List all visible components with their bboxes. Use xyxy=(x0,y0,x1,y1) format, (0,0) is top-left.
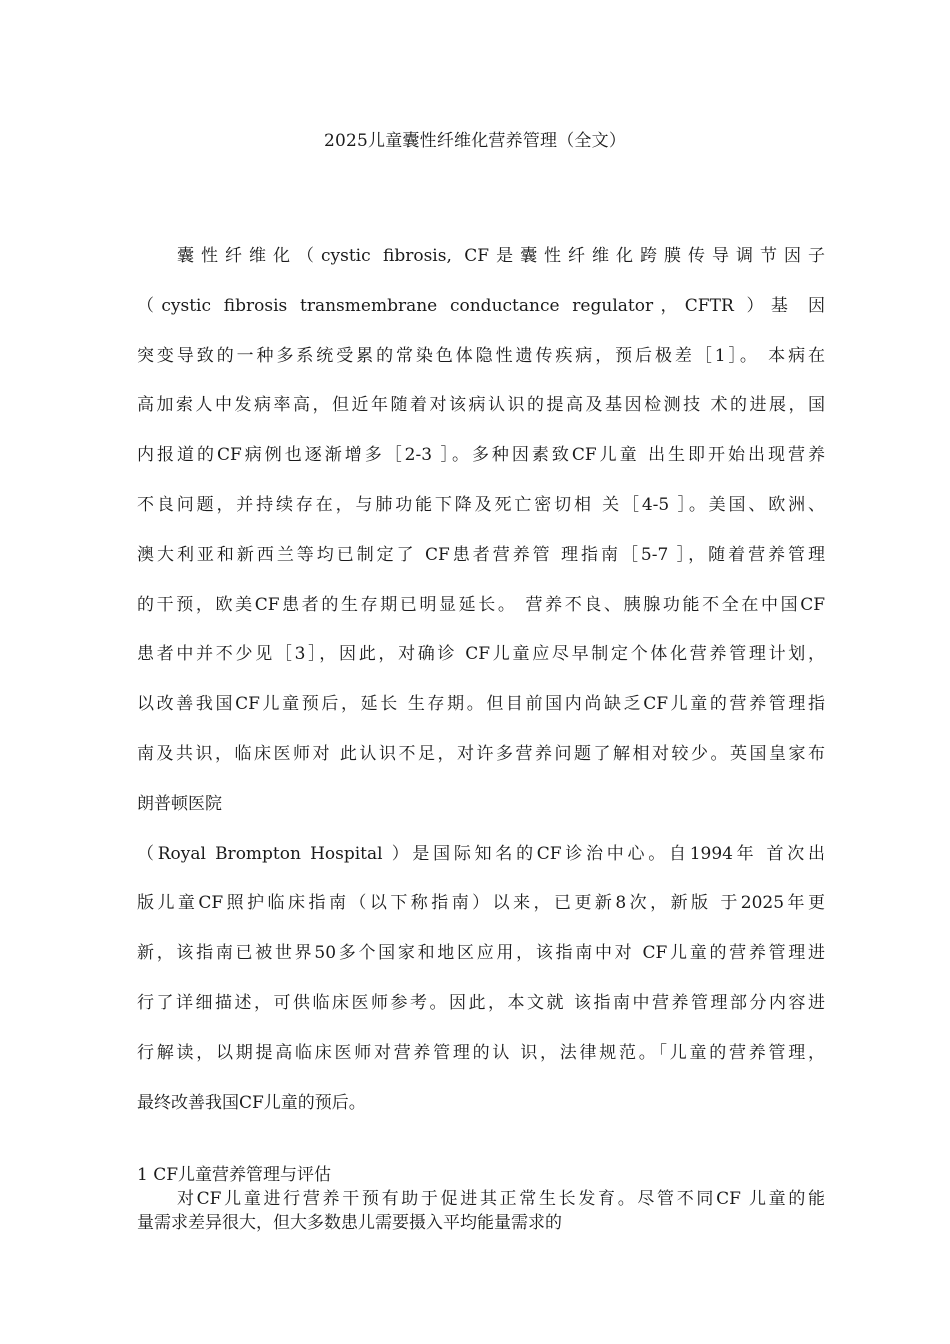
paragraph-line: 南及共识，临床医师对 此认识不足，对许多营养问题了解相对较少。英国皇家布 xyxy=(137,743,825,764)
section-1 xyxy=(137,1163,825,1235)
paragraph-line: 朗普顿医院 xyxy=(137,793,222,814)
paragraph-line: 的干预，欧美CF患者的生存期已明显延长。 营养不良、胰腺功能不全在中国CF xyxy=(137,594,825,615)
paragraph-line: 患者中并不少见［3］，因此，对确诊 CF儿童应尽早制定个体化营养管理计划， xyxy=(137,644,825,665)
section-line: 对CF儿童进行营养干预有助于促进其正常生长发育。尽管不同CF 儿童的能 xyxy=(177,1189,825,1209)
paragraph-line: 版儿童CF照护临床指南（以下称指南）以来，已更新8次，新版 于2025年更 xyxy=(137,893,825,914)
paragraph-line: 新，该指南已被世界50多个国家和地区应用，该指南中对 CF儿童的营养管理进 xyxy=(137,943,825,964)
paragraph-line: 不良问题，并持续存在，与肺功能下降及死亡密切相 关［4-5 ］。美国、欧洲、 xyxy=(137,494,825,515)
paragraph-line: 行了详细描述，可供临床医师参考。因此，本文就 该指南中营养管理部分内容进 xyxy=(137,992,825,1013)
document-title: 2025儿童囊性纤维化营养管理（全文） xyxy=(323,131,627,151)
paragraph-line: 突变导致的一种多系统受累的常染色体隐性遗传疾病，预后极差［1］。 本病在 xyxy=(137,345,825,366)
paragraph-line: 高加索人中发病率高，但近年随着对该病认识的提高及基因检测技 术的进展，国 xyxy=(137,395,825,416)
paragraph-line: （Royal Brompton Hospital ）是国际知名的CF诊治中心。自1994年 首次出 xyxy=(137,843,825,864)
section-heading: 1 CF儿童营养管理与评估 xyxy=(137,1165,332,1185)
section-line: 量需求差异很大，但大多数患儿需要摄入平均能量需求的 xyxy=(137,1213,562,1233)
paragraph-line: 行解读，以期提高临床医师对营养管理的认 识，法律规范。「儿童的营养管理， xyxy=(137,1042,825,1063)
paragraph-line: 囊性纤维化（cystic fibrosis, CF是囊性纤维化跨膜传导调节因子 xyxy=(177,246,825,266)
paragraph-line: 最终改善我国CF儿童的预后。 xyxy=(137,1092,366,1113)
paragraph-line: 内报道的CF病例也逐渐增多［2-3 ］。多种因素致CF儿童 出生即开始出现营养 xyxy=(137,445,825,466)
paragraph-line: （cystic fibrosis transmembrane conductance regulator，CFTR ）基 因 xyxy=(137,295,825,316)
paragraph-line: 澳大利亚和新西兰等均已制定了 CF患者营养管 理指南［5-7 ］，随着营养管理 xyxy=(137,544,825,565)
paragraph-line: 以改善我国CF儿童预后，延长 生存期。但目前国内尚缺乏CF儿童的营养管理指 xyxy=(137,694,825,715)
body-paragraphs xyxy=(137,232,825,1128)
